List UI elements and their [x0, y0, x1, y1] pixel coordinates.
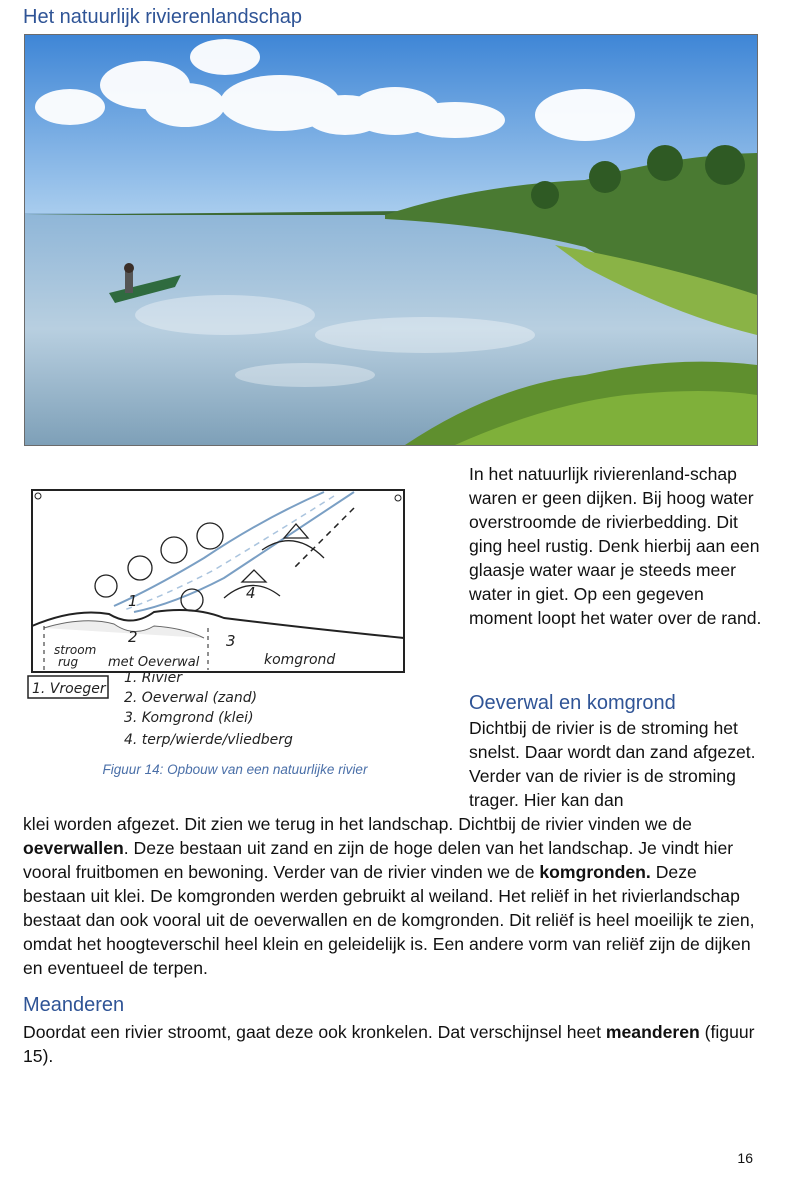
legend-terp: 4. terp/wierde/vliedberg — [124, 732, 293, 748]
intro-paragraph: In het natuurlijk rivierenland-schap waren er geen dijken. Bij hoog water overstroomde de rivierbedding. Dit ging heel rustig. Denk hierbij aan een glaasje water waar je steeds meer water in giet. Op een gegeven moment loopt het water over de rand. — [469, 464, 762, 628]
river-landscape-photo — [24, 34, 758, 446]
label-stroomrug-2: rug — [58, 655, 79, 669]
term-oeverwallen: oeverwallen — [23, 838, 124, 858]
figure-caption: Figuur 14: Opbouw van een natuurlijke rivier — [102, 762, 368, 777]
legend-vroeger: 1. Vroeger — [32, 681, 106, 697]
label-oeverwal: met Oeverwal — [108, 655, 200, 670]
oeverwal-body-paragraph: klei worden afgezet. Dit zien we terug in het landschap. Dichtbij de rivier vinden we de oeverwallen. Deze bestaan uit zand en zijn de hoge delen van het landschap. Je vindt hier vooral fruitbomen en bewoning. Verder van de rivier vinden we de komgronden. Deze bestaan uit klei. De komgronden werden gebruikt al weiland. Het reliëf in het rivierlandschap bestaat dan ook vooral uit de oeverwallen en de komgronden. Dit reliëf is heel moeilijk te zien, omdat het hoogteverschil heel klein en geleidelijk is. Een andere vorm van reliëf zijn de dijken en eventueel de terpen. — [23, 814, 755, 978]
section-heading-oeverwal: Oeverwal en komgrond — [469, 692, 676, 714]
label-komgrond: komgrond — [264, 652, 336, 668]
legend-oeverwal: 2. Oeverwal (zand) — [124, 690, 258, 706]
sketch-number-4: 4 — [246, 584, 256, 602]
meanderen-paragraph: Doordat een rivier stroomt, gaat deze ook kronkelen. Dat verschijnsel heet meanderen (figuur 15). — [23, 1022, 755, 1066]
sketch-number-3: 3 — [226, 632, 236, 650]
legend-rivier: 1. Rivier — [124, 670, 182, 686]
page-title: Het natuurlijk rivierenlandschap — [23, 6, 303, 28]
river-structure-sketch — [24, 478, 410, 760]
oeverwal-lead-paragraph: Dichtbij de rivier is de stroming het snelst. Daar wordt dan zand afgezet. Verder van de rivier is de stroming trager. Hier kan dan — [469, 718, 756, 810]
term-komgronden: komgronden. — [539, 862, 651, 882]
page-number: 16 — [737, 1150, 753, 1166]
sketch-number-2: 2 — [128, 628, 138, 646]
term-meanderen: meanderen — [605, 1022, 700, 1042]
sketch-number-1: 1 — [128, 592, 138, 610]
legend-komgrond: 3. Komgrond (klei) — [124, 710, 254, 726]
section-heading-meanderen: Meanderen — [23, 994, 125, 1016]
label-stroomrug-1: stroom — [54, 643, 97, 657]
